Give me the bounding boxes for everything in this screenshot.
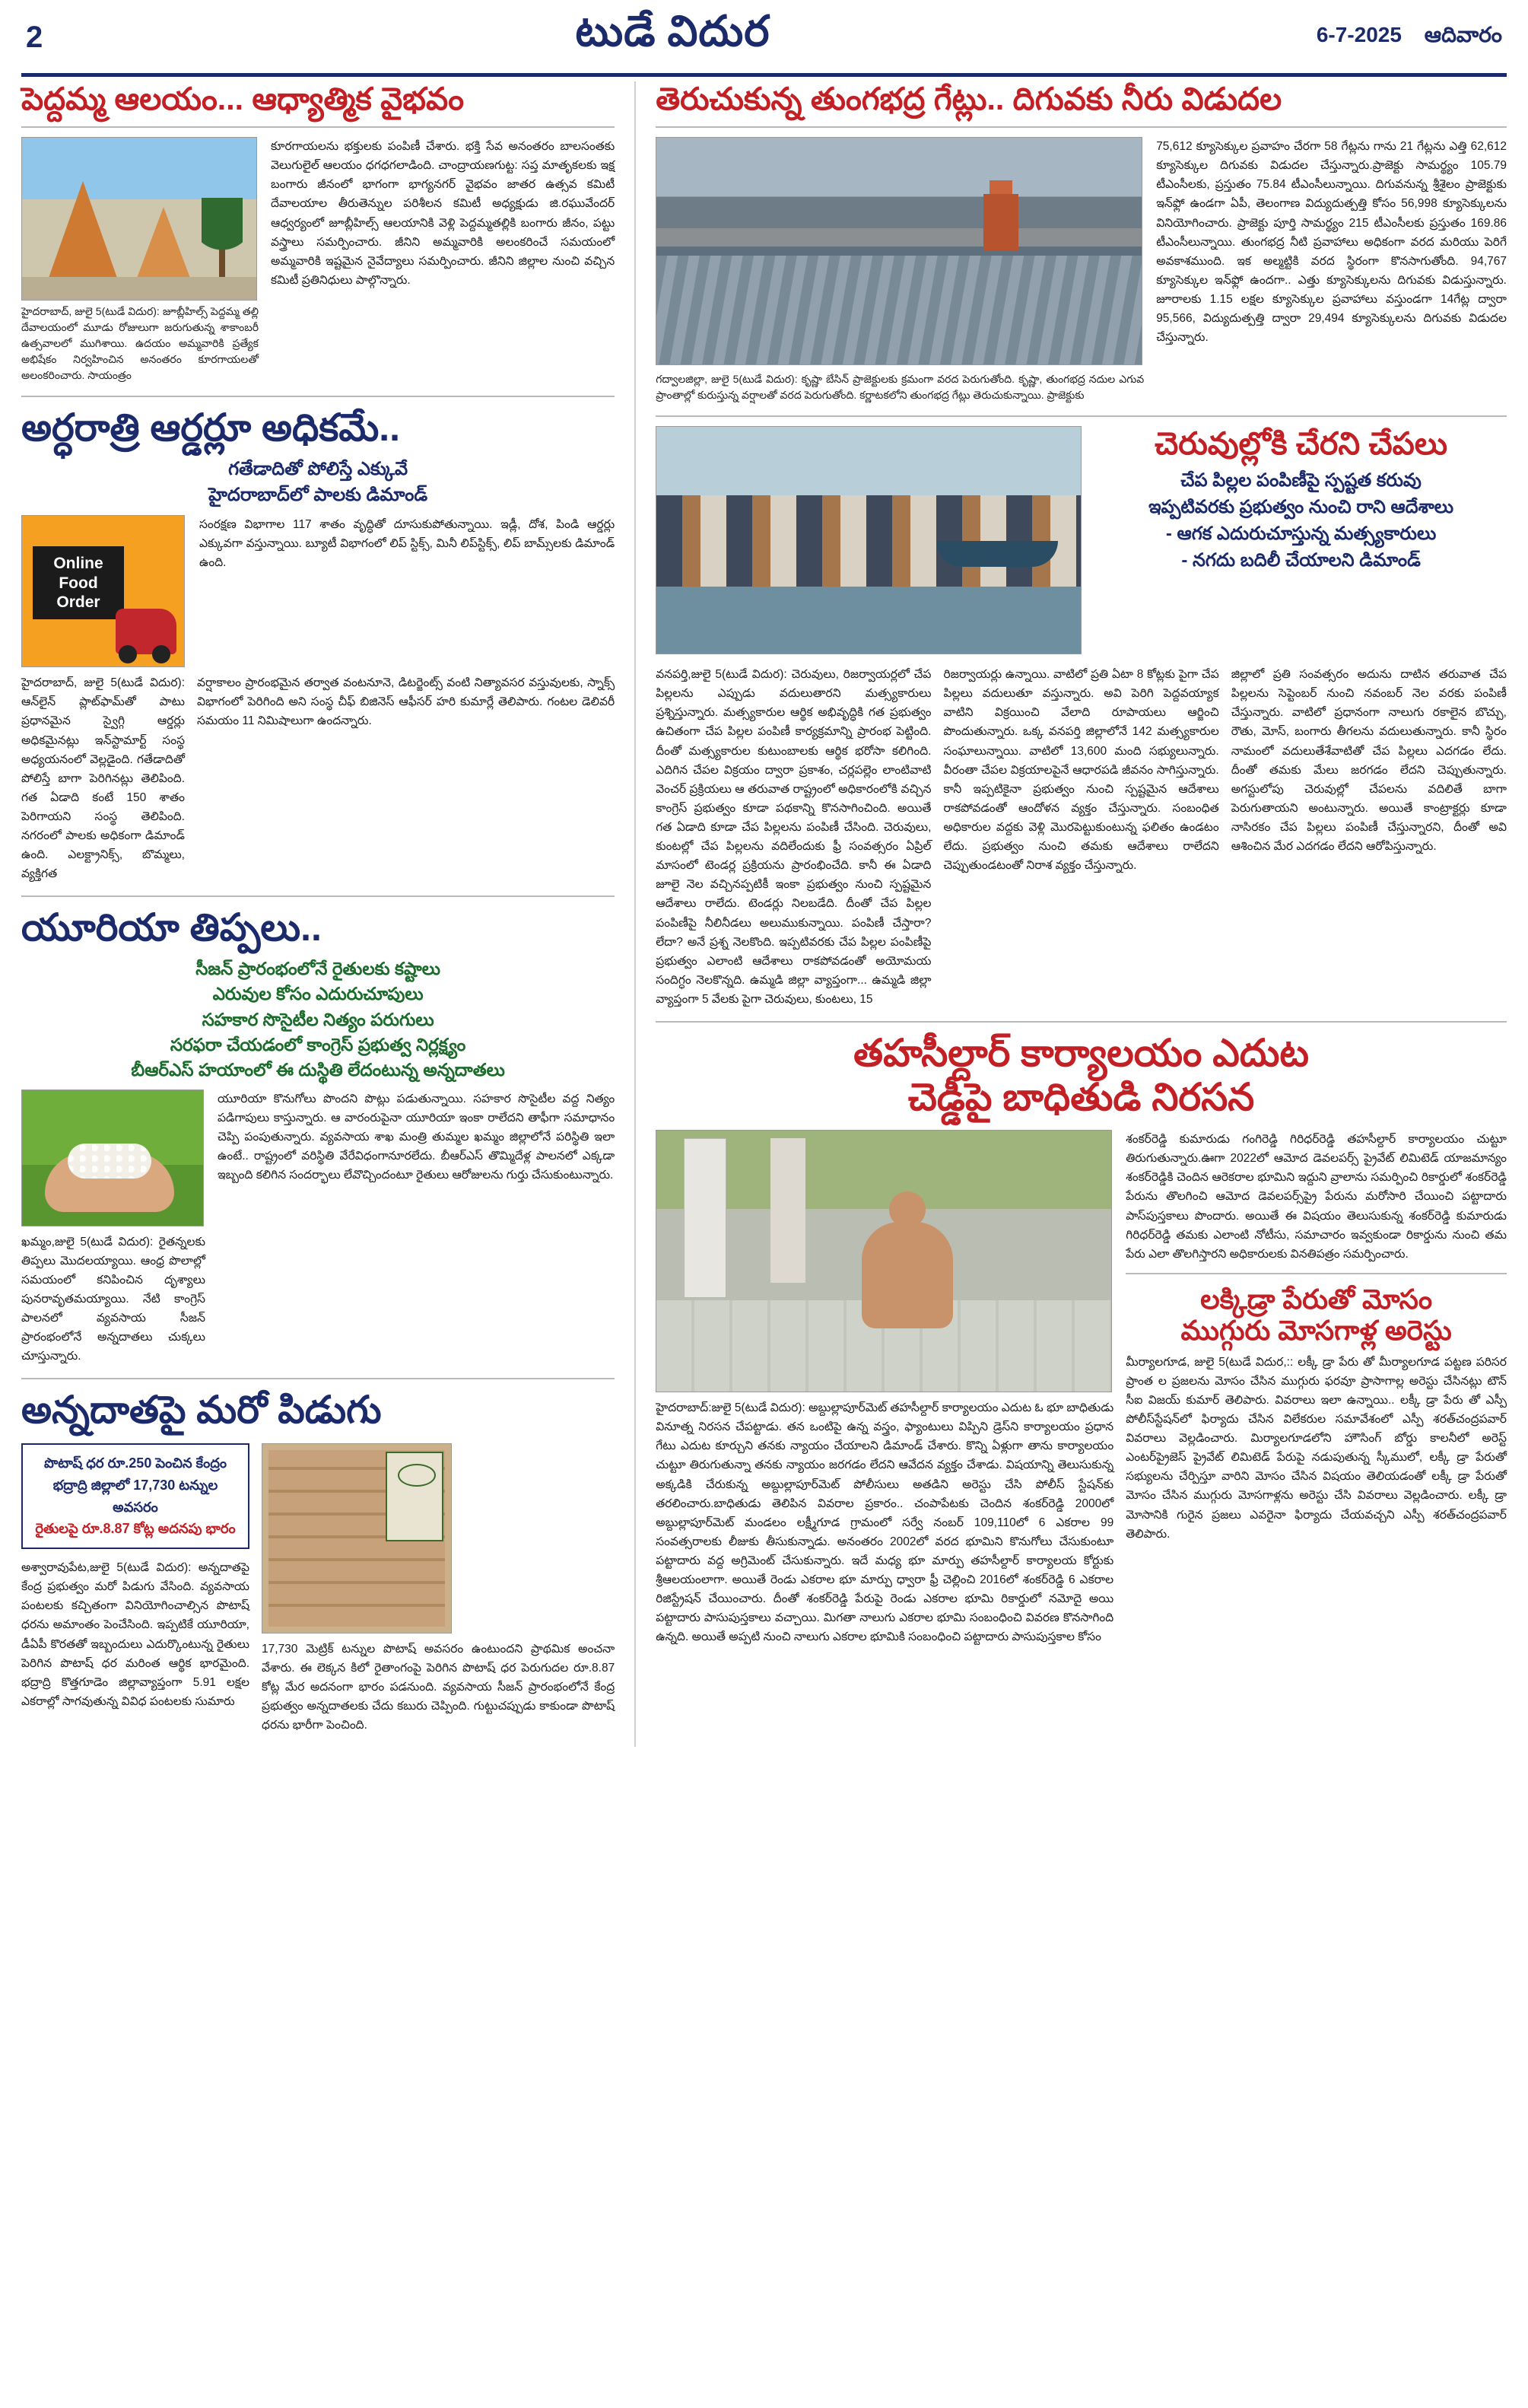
article-text-cont: వర్షాకాలం ప్రారంభమైన తర్వాత వంటనూనె, డిటర్జెంట్స్ వంటి నిత్యావసర వస్తువులకు, స్నాక్స్ విభాగంలో పెరిగింది అని సంస్థ చీఫ్ బిజినెస్ ఆఫీసర్ హరి కుమార్లే తెలిపారు. గంటల డెలివరీ సమయం 11 నిమిషాలుగా ఉందన్నారు. xyxy=(197,676,615,728)
article-text-left: ఖమ్మం,జులై 5(టుడే విదుర): రైతన్నలకు తిప్పలు మొదలయ్యాయి. ఆంధ్ర పొలాల్లో సమయంలో కనిపించిన దృశ్యాలు పునరావృతమయ్యాయి. నేటి కాంగ్రెస్ పాలనలో వ్యవసాయ సీజన్ ప్రారంభంలోనే అన్నదాతలు చుక్కలు చూస్తున్నారు. xyxy=(21,1235,205,1363)
right-column xyxy=(656,81,1507,1747)
article-text-right: యూరియా కొనుగోలు పొందని పొట్లు పడుతున్నాయి. సహకార సొసైటీల వద్ద నిత్యం పడిగాపులు కాస్తున్నారు. ఆ వారంరుపైనా యూరియా ఇంకా రాలేదని తాఫీగా సమాధానం చెప్పి పంపుతున్నారు. వ్యవసాయ శాఖ మంత్రి తుమ్మల ఖమ్మం జిల్లాలోనే పరిస్థితి ఇలా ఉంటే.. రాష్ట్రంలో వరిస్థితి వేరేవిధంగానూరలేదు. బీఆర్ఎస్ తొమ్మిదేళ్ల పాలనలో ఎక్కడా ఇబ్బంది కలిగిన సందర్భాలు లేవొచ్చిందంటూ రైతులు ఆరోజులను గుర్తు చేసుకుంటున్నారు. xyxy=(218,1092,615,1182)
article-lower-flow xyxy=(21,673,615,883)
urea-granules-photo xyxy=(21,1089,204,1226)
headline-line-1: తహసీల్దార్ కార్యాలయం ఎదుట xyxy=(853,1032,1310,1075)
stat-box xyxy=(21,1443,249,1549)
headline-line-1: లక్కిడ్రా పేరుతో మోసం xyxy=(1200,1283,1433,1315)
article-lucky-draw-fraud xyxy=(1126,1284,1507,1544)
article-body-flow xyxy=(21,137,615,383)
subhead-line: సీజన్ ప్రారంభంలోనే రైతులకు కష్టాలు xyxy=(195,958,440,978)
left-column xyxy=(21,81,615,1747)
article-text-col1: వనపర్తి,జులై 5(టుడే విదుర): చెరువులు, రిజర్వాయర్లలో చేప పిల్లలను ఎప్పుడు వదులుతారని మత్స్యకారులు ప్రశ్నిస్తున్నారు. మత్స్యకారుల ఆర్థిక అభివృద్ధికి గత ప్రభుత్వం ఉచితంగా చేప పిల్లల పంపిణీ కార్యక్రమాన్ని ప్రారంభ పెట్టింది. దీంతో మత్స్యకారుల కుటుంబాలకు ఆర్థిక భరోసా కలిగింది. ఎదిగిన చేపల విక్రయం ద్వారా ప్రకాశం, చర్లపల్లెం లాంటివాటి వెంచర్ ప్రక్రియలు ఆ తరువాత రాష్ట్రంలో అధికారంలోకి వచ్చిన కాంగ్రెస్ ప్రభుత్వం కూడా పథకాన్ని కొనసాగించింది. అయితే గత ఏడాది కూడా చేప పిల్లలను పంపిణీ చేసింది. చెరువులు, కుంటల్లో చేప పిల్లలను వదిలేందుకు ఫ్రీ సంవత్సరం ఏప్రిల్ మాసంలో టెండర్ల ప్రక్రియను ప్రారంభించేది. కానీ ఈ ఏడాది జూలై నెల వచ్చినప్పటికీ ఇంకా ప్రభుత్వం నుంచి స్పష్టమైన ఆదేశాలు రాలేదు. టెండర్లు నిలబడేది. దీంతో చేప పిల్లల పంపిణీపై నీలినీడలు అలుముకున్నాయి. పంపిణీ చేస్తారా? లేదా? అనే ప్రశ్న నెలకొంది. ఇప్పటివరకు చేప పిల్లల పంపిణీపై ప్రభుత్వం ఎలాంటి ఆదేశాలు రాకపోవడంతో అయోమయ సందిగ్ధం నెలకొన్నది. ఉమ్మడి జిల్లా వ్యాప్తంగా... ఉమ్మడి జిల్లా వ్యాప్తంగా 5 వేలకు పైగా చెరువులు, కుంటలు, 15 xyxy=(656,668,932,1006)
article-text-lead: హైదరాబాద్, జులై 5(టుడే విదుర): ఆన్‌లైన్ ప్లాట్‌ఫామ్‌తో పాటు ప్రధానమైన స్వైగ్గి ఆర్డర్లు అధికమైనట్లు ఇన్‌స్టామార్ట్ సంస్థ అధ్యయనంలో వెల్లడైంది. గతేడాదితో పోలిస్తే బాగా పెరిగినట్లు తెలిపింది. గత ఏడాది కంటే 150 శాతం పెరిగాయని సంస్థ తెలిపింది. నగరంలో పాలకు అధికంగా డిమాండ్ ఉంది. ఎలక్ట్రానిక్స్, బొమ్మలు, వ్యక్తిగత xyxy=(21,676,185,881)
headline: యూరియా తిప్పలు.. xyxy=(21,906,322,950)
headline: తెరుచుకున్న తుంగభద్ర గేట్లు.. దిగువకు నీరు విడుదల xyxy=(656,81,1282,116)
column-separator xyxy=(634,81,636,1747)
article-text-col3: జిల్లాలో ప్రతి సంవత్సరం అదును దాటిన తరువాత చేప పిల్లలను సెప్టెంబర్ నుంచి నవంబర్ నెల వరకు పంపిణీ చేస్తున్నారు. వాటిలో ప్రధానంగా నాలుగు రకాలైన బొచ్చు, రౌతు, మోస్, బంగారు తీగలను వదులుతున్నారు. కానీ స్థిరం నామంలో వదులుతేశేవాటితో చేప పిల్లలు ఎదగడం లేదు. దీంతో తమకు మేలు జరగడం లేదని చెప్పుతున్నారు. అగస్టులోపు చెరువుల్లో చేపలను వదిలితే బాగా పెరుగుతాయని అంటున్నారు. అయితే కాంట్రాక్టర్లు కూడా నాసిరకం చేప పిల్లలు పంపిణీ చేస్తున్నారని, దీంతో అవి ఆశించిన మేర ఎదగడం లేదని ఆరోపిస్తున్నారు. xyxy=(1231,668,1507,854)
online-food-order-logo xyxy=(21,515,185,667)
article-body-flow xyxy=(21,1089,615,1366)
headline: పెద్దమ్మ ఆలయం... ఆధ్యాత్మిక వైభవం xyxy=(21,81,464,116)
subhead-line: బీఆర్ఎస్ హయాంలో ఈ దుస్థితి లేదంటున్న అన్నదాతలు xyxy=(131,1060,505,1080)
page-grid xyxy=(21,81,1507,1747)
article-fish-distribution xyxy=(656,426,1507,1009)
headline-line-2: ముగ్గురు మోసగాళ్ల అరెస్టు xyxy=(1180,1315,1452,1347)
subhead-line: చేప పిల్లల పంపిణీపై స్పష్టత కరువు xyxy=(1180,470,1422,491)
subhead-1: గతేడాదితో పోలిస్తే ఎక్కువే xyxy=(228,458,408,479)
subhead-list xyxy=(21,956,615,1083)
divider xyxy=(656,415,1507,417)
potato-sacks-photo xyxy=(262,1443,452,1633)
subhead-line: ఎరువుల కోసం ఎదురుచూపులు xyxy=(212,984,424,1004)
article-tungabhadra-gates xyxy=(656,81,1507,403)
stat-line: పొటాష్ ధర రూ.250 పెంచిన కేంద్రం xyxy=(43,1455,227,1471)
headline: చెరువుల్లోకి చేరని చేపలు xyxy=(1155,426,1448,462)
divider xyxy=(21,1378,615,1379)
divider xyxy=(21,396,615,397)
subhead-list xyxy=(1095,468,1507,574)
subhead-line: ఇప్పటివరకు ప్రభుత్వం నుంచి రాని ఆదేశాలు xyxy=(1148,497,1454,518)
headline-line-2: చెడ్డీపై బాధితుడి నిరసన xyxy=(907,1075,1255,1118)
logo-text: Online Food Order xyxy=(33,546,124,619)
divider xyxy=(656,1021,1507,1023)
article-peddamma-temple xyxy=(21,81,615,383)
headline: అన్నదాతపై మరో పిడుగు xyxy=(21,1388,382,1432)
headline-flow xyxy=(656,426,1507,654)
issue-date xyxy=(1183,23,1502,52)
article-text: కూరగాయలను భక్తులకు పంపిణీ చేశారు. భక్తి సేవ అనంతరం బాలసంతకు వెలుగులైల్ ఆలయం ధగధగలాడింది. చాంద్రాయణగుట్ట: సప్త మాతృకలకు ఇక్ష బంగారు జీనంలో భాగంగా భాగ్యనగర్ వైభవం జాతర ఉత్సవ కమిటీ దేవాలయాల తీరుతెన్నుల పరిశీలన కమిటీ అధ్యక్షుడు జి.రఘువేందర్ ఆధ్వర్యంలో జూబ్లీహిల్స్ ఆలయానికి వెళ్లి పెద్దమ్మతల్లికి బంగారు జీనం, పట్టు వస్త్రాలు సమర్పించారు. జీనిని అమ్మవారికి అలంకరించే సమయంలో అమ్మవారికి ఇష్టమైన నైవేద్యాలు సమర్పించారు. జీనిని జిల్లాల నుంచి వచ్చిన కమిటీ ప్రతినిధులు పాల్గొన్నారు. xyxy=(271,140,615,287)
article-text-col2: రిజర్వాయర్లు ఉన్నాయి. వాటిలో ప్రతి ఏటా 8 కోట్లకు పైగా చేప పిల్లలు వదులుతూ వస్తున్నారు. అవి పెరిగి పెద్దవయ్యాక వాటిని విక్రయించి వేలాది రూపాయలు ఆర్జించి పొందుతున్నారు. ఒక్క వనపర్తి జిల్లాలోనే 142 మత్స్యకారుల సంఘాలున్నాయి. వాటిలో 13,600 మంది సభ్యులున్నారు. వీరంతా చేపల విక్రయాలపైనే ఆధారపడి జీవనం సాగిస్తున్నారు. కానీ ఇప్పటికైనా ప్రభుత్వం నుంచి స్పష్టమైన ఆదేశాలు రాకపోవడంతో ఆందోళన వ్యక్తం చేస్తున్నారు. సంబంధిత అధికారుల వద్దకు వెళ్లి మొరపెట్టుకుంటున్న ఫలితం ఉండటం లేదు. ప్రభుత్వం నుంచి తమకు ఆదేశాలు రాలేదని చెప్పుతుండటంతో నిరాశ వ్యక్తం చేస్తున్నారు. xyxy=(943,668,1219,873)
subhead-line: - నగదు బదిలీ చేయాలని డిమాండ్ xyxy=(1181,549,1421,571)
stat-line: రైతులపై రూ.8.87 కోట్ల అదనపు భారం xyxy=(35,1521,236,1537)
protest-photo xyxy=(656,1130,1112,1392)
divider xyxy=(21,895,615,897)
article-potash-price xyxy=(21,1388,615,1735)
divider xyxy=(656,126,1507,128)
article-text-right: సంరక్షణ విభాగాల 117 శాతం వృద్ధితో దూసుకుపోతున్నాయి. ఇడ్లీ, దోశ, పిండి ఆర్డర్లు ఎక్కువగా వస్తున్నాయి. బ్యూటీ విభాగంలో లిప్ స్టిక్స్, మినీ లిప్‌స్టిక్స్, లిప్ బామ్స్‌లకు డిమాండ్ ఉంది. xyxy=(199,518,615,570)
day-text: ఆదివారం xyxy=(1424,22,1502,46)
page-number: 2 xyxy=(26,20,43,54)
article-tahsildar-protest xyxy=(656,1032,1507,1646)
article-text: మీర్యాలగూడ, జులై 5(టుడే విదుర,:: లక్కీ డ్రా పేరు తో మీర్యాలగూడ పట్టణ పరిసర ప్రాంత ల ప్రజలను మోసం చేసిన ముగ్గురు ఫరవూ ప్రాసాగాల్ల అరెస్టు చేసినట్లు టౌన్ సీఐ విజయ్ కుమార్ తెలిపారు. వివరాలు ఇలా ఉన్నాయి.. లక్కీ డ్రా పేరు తో ఎస్పీ పోలీస్‌స్టేషన్‌లో ఫిర్యాదు చేసిన విలేకరుల సమావేశంలో ఎస్పీ శరత్‌చంద్రపవార్ వివరాలు వెల్లడించారు. మిర్యాలగూడలోని హౌసింగ్ బోర్డు కాలనీలో అరెస్ట్ ఎంటర్‌ప్రైజెస్ ప్రైవేట్ లిమిటెడ్ పేరుపై నడుపుతున్న స్కీములో, లక్కీ డ్రా పేరుతో సభ్యులను చేర్పిస్తూ వారిని మోసం చేసిన విషయం తెలియడంతో లక్కీ డ్రా పేరుతో మోసం చేసిన ముగ్గురు మోసగాళ్లను అరెస్టు చేసి వివరాలు వెల్లడించారు. లక్కీ డ్రా మోసానికి గురైన ప్రజలు ఎవరైనా ఫిర్యాదు చేయవచ్చని ఎస్పీ శరత్‌చంద్రపవార్ తెలిపారు. xyxy=(1126,1355,1507,1541)
headline: అర్ధరాత్రి ఆర్డర్లూ అధికమే.. xyxy=(21,406,401,450)
photo-caption: హైదరాబాద్:జులై 5(టుడే విదుర): అబ్దుల్లాపూర్‌మెట్ తహసీల్దార్ కార్యాలయం ఎదుట ఓ భూ బాధితుడు వినూత్న నిరసన చేపట్టాడు. తన ఒంటిపై ఉన్న వస్త్రం, ఫ్యాంటులు విప్పిని డ్రెస్‌ని కార్యాలయం ప్రధాన గేటు ఎదుట కూర్చుని తనకు న్యాయం చేయాలని డిమాండ్ చేశారు. కొన్ని ఏళ్లుగా తాను కార్యాలయం చుట్టూ తిరుగుతున్నా తనకు న్యాయం జరగడం లేదని ఆవేదన వ్యక్తం చేశాడు. విషయాన్ని తెలుసుకున్న అక్కడికి చేరుకున్న అబ్దుల్లాపూర్‌మెట్ పోలీసులు అతడిని అరెస్టు చేసి పోలీస్ స్టేషన్‌కు తరలించారు.బాధితుడు తెలిపిన వివరాల ప్రకారం.. చంపాపేటకు చెందిన శంకర్‌రెడ్డి 2000లో అబ్దుల్లాపూర్‌మెట్ మండలం లక్ష్మీగూడ గ్రామంలో సర్వే నంబర్ 109,110లో 6 ఎకరాల 99 సంవత్సరాలకు లీజుకు తీసుకున్నాడు. అనంతరం 2002లో వరద భూమిని కొనుగోలు చేసుకుంటూ పట్టాదారు వద్ద అగ్రిమెంట్ చేసుకున్నారు. ఇదే మధ్య భూ మార్పు తహసీల్దార్ కార్యాలయ కోర్టుకు శ్రీఆలయంలాగా. అయితే రెండు ఎకరాల భూ మార్పు ధ్వారా ఫ్రీ చెల్లించి 2016లో శంకర్‌రెడ్డి 6 ఎకరాల రిజిస్ట్రేషన్ చేయించారు. దీంతో శంకర్‌రెడ్డి పేరుపై రెండు ఎకరాల భూమి రికార్డులో నమోదై అయి పట్టాదారు పాసుపుస్తకాలు వచ్చాయి. మిగతా నాలుగు ఎకరాల భూమి సంబంధించి వివరణ కొనసాగింది ఉన్నది. అయితే అప్పటి నుంచి నాలుగు ఎకరాల భూమికి సంబంధించి పట్టాదారు పాసుపుస్తకాల కోసం xyxy=(656,1401,1114,1644)
subhead-2: హైదరాబాద్‌లో పాలకు డిమాండ్ xyxy=(208,485,428,506)
article-midnight-orders xyxy=(21,406,615,883)
temple-photo xyxy=(21,137,257,301)
article-text-right: 17,730 మెట్రిక్ టన్నుల పొటాష్ అవసరం ఉంటుందని ప్రాథమిక అంచనా వేశారు. ఈ లెక్కన కిలో రైతాంగంపై పెరిగిన పొటాష్ ధర పెరుగుదల రూ.8.87 కోట్ల మేర అదనంగా భారం పడనుంది. వ్యవసాయ సీజన్ ప్రారంభంలోనే కేంద్ర ప్రభుత్వం అన్నదాతలకు చేదు కబురు చెప్పింది. గుట్టుచప్పుడు కాకుండా పొటాష్ ధరను భారీగా పెంచింది. xyxy=(262,1642,615,1732)
paper-title: టుడే విదుర xyxy=(575,8,770,56)
article-body-flow xyxy=(656,137,1507,403)
subhead-line: సరఫరా చేయడంలో కాంగ్రెస్ ప్రభుత్వ నిర్లక్ష్యం xyxy=(170,1034,466,1054)
article-columns xyxy=(656,665,1507,1009)
subhead-line: సహకార సొసైటీల నిత్యం పరుగులు xyxy=(202,1009,434,1029)
stat-line: భద్రాద్రి జిల్లాలో 17,730 టన్నుల అవసరం xyxy=(52,1477,218,1515)
tungabhadra-dam-photo xyxy=(656,137,1142,365)
article-body-flow xyxy=(21,515,615,667)
article-text-right: శంకర్‌రెడ్డి కుమారుడు గంగిరెడ్డి గిరిధర్‌రెడ్డి తహసీల్దార్ కార్యాలయం చుట్టూ తిరుగుతున్నారు.ఊగా 2022లో ఆమోద డెవలపర్స్ ప్రైవేట్ లిమిటెడ్ యాజమాన్యం శంకర్‌రెడ్డికి చెందిన ఆరెకరాల భూమిని ఇద్దుని వ్రాలాను సమర్పించి రికార్డులో శంకర్‌రెడ్డి పేరును తొలగించి ఆమోద డెవలపర్స్‌ప్రై పేరును మరోసారి చేయించి పట్టాదారు పాస్‌పుస్తకాలు పొందారు. అయితే ఈ విషయం తెలుసుకున్న శంకర్‌రెడ్డి కుమారుడు గిరిధర్‌రెడ్డి తమకు ఎలాంటి నోటీసు, సమాచారం ఇవ్వకుండా రికార్డును నుంచి తమ పేరు ఎలా తొలగిస్తారని అధికారులకు వినతిపత్రం సమర్పించారు. xyxy=(1126,1133,1507,1261)
masthead xyxy=(21,0,1507,77)
photo-caption: హైదరాబాద్, జులై 5(టుడే విదుర): జూబ్లీహిల్స్ పెద్దమ్మ తల్లి దేవాలయంలో మూడు రోజులుగా జరుగుతున్న శాకాంబరీ ఉత్సవాలలో ముగిశాయి. ఉదయం అమ్మవారికి ప్రత్యేక అభిషేకం నిర్వహించిన అనంతరం కూరగాయలతో అలంకరించారు. సాయంత్రం xyxy=(21,305,259,382)
article-text: 75,612 క్యూసెక్కుల ప్రవాహం చేరగా 58 గేట్లను గాను 21 గేట్లను ఎత్తి 62,612 క్యూసెక్కుల దిగువకు విడుదల చేస్తున్నారు.ప్రాజెక్టు సామర్థ్యం 105.79 టీఎంసీలకు, ప్రస్తుతం 75.84 టీఎంసీలున్నాయి. దిగువనున్న శ్రీశైలం ప్రాజెక్టుకు ఇన్‌ఫ్లో ఉండగా ఏపీ, తెలంగాణ విద్యుదుత్పత్తి కోసం 56,998 క్యూసెక్కులను వినియోగించారు. ప్రాజెక్టు పూర్తి సామర్థ్యం 215 టీఎంసీలకు ప్రస్తుతం 169.86 టీఎంసీలున్నాయి. తుంగభద్ర నీటి ప్రవాహాలు అధికంగా వరద మరియు పెరిగే అవకాశముంది. ఇక అల్మట్టికి వరద స్థిరంగా కొనసాగుతోంది. 94,767 క్యూసెక్కుల ఇన్‌ఫ్లో ఉందగా.. ఎత్తు క్యూసెక్కులను దిగువకు విడుస్తున్నారు. జూరాలకు 1.15 లక్షల క్యూసెక్కుల ప్రవాహాలు వస్తుండగా 14గేట్ల ద్వారా 95,566, విద్యుదుత్పత్తి ద్వారా 29,494 క్యూసెక్కులను దిగువకు విడుదల చేస్తున్నారు. xyxy=(1156,140,1507,345)
subhead-line: - ఆగక ఎదురుచూస్తున్న మత్స్యకారులు xyxy=(1165,523,1437,544)
divider xyxy=(1126,1273,1507,1274)
photo-caption: గద్వాలజిల్లా, జులై 5(టుడే విదుర): కృష్ణా బేసిన్ ప్రాజెక్టులకు క్రమంగా వరద పెరుగుతోంది. కృష్ణా, తుంగభద్ర నదుల ఎగువ ప్రాంతాల్లో కురుస్తున్న వర్షాలతో వరద పెరుగుతోంది. కర్ణాటకలోని తుంగభద్ర గేట్లు తెరుచుకున్నాయి. ప్రాజెక్టుకు xyxy=(656,373,1145,402)
date-text: 6-7-2025 xyxy=(1316,22,1402,46)
article-body-flow xyxy=(656,1130,1507,1646)
article-body-flow xyxy=(21,1443,615,1735)
article-urea-troubles xyxy=(21,906,615,1366)
article-text-left: అశ్వారావుపేట,జులై 5(టుడే విదుర): అన్నదాతపై కేంద్ర ప్రభుత్వం మరో పిడుగు వేసింది. వ్యవసాయ పంటలకు కచ్చితంగా వినియోగించాల్సిన పొటాష్ ధరను అమాంతం పెంచేసింది. ఇప్పటికే యూరియా, డీఏపీ కొరతతో ఇబ్బందులు ఎదుర్కొంటున్న రైతులు పెరిగిన పొటాష్ ధర మరింత ఆర్థిక భారమైంది. భద్రాద్రి కొత్తగూడెం జిల్లావ్యాప్తంగా 5.91 లక్షల ఎకరాల్లో సాగవుతున్న వివిధ పంటలకు సుమారు xyxy=(21,1561,249,1708)
divider xyxy=(21,126,615,128)
fish-release-photo xyxy=(656,426,1082,654)
